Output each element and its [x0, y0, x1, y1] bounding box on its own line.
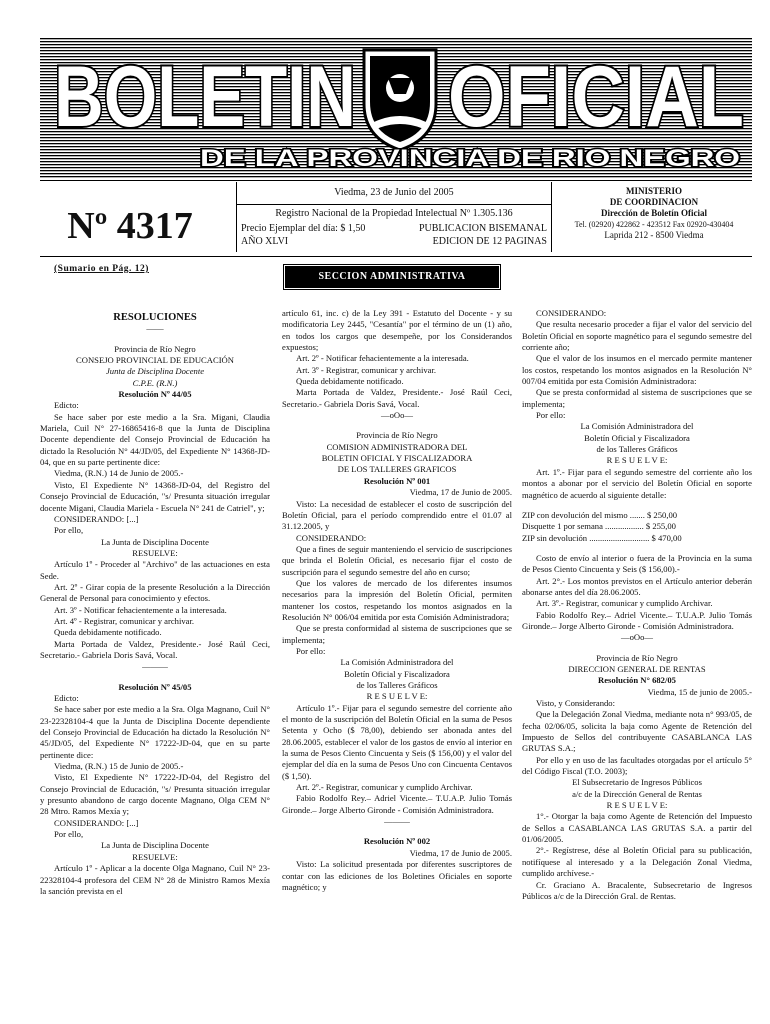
paragraph: Queda debidamente notificado. — [54, 627, 162, 638]
paragraph: RESUELVE: — [132, 547, 178, 558]
masthead-title-left: BOLETIN — [54, 49, 356, 145]
paragraph: Que resulta necesario proceder a fijar el valor del servicio del Boletín Oficial en soporte magnético para el segundo semestre del corriente año; — [522, 319, 752, 353]
paragraph: —oOo— — [381, 410, 413, 421]
paragraph: de los Talleres Gráficos — [356, 680, 438, 690]
column-3 — [522, 308, 752, 902]
price-text: Precio Ejemplar del día: $ 1,50 — [241, 223, 366, 234]
resolution-title: Resolución Nº 001 — [363, 475, 431, 486]
paragraph: Art. 2°.- Los montos previstos en el Artículo anterior deberán abonarse antes del día 28.06.2005. — [522, 575, 752, 597]
paragraph: Viedma, (R.N.) 14 de Junio de 2005.- — [54, 468, 184, 479]
resolution-title: Resolución Nº 002 — [363, 836, 431, 847]
paragraph: COMISION ADMINISTRADORA DEL — [326, 441, 468, 452]
paragraph: Artículo 1º - Aplicar a la docente Olga Magnano, Cuil N° 23-22328104-4 profesora del CEM N° 28 de Ministro Ramos Mexía la sanción prevista en el — [40, 863, 270, 896]
paragraph — [522, 644, 752, 653]
ministry-address: Laprida 212 - 8500 Viedma — [604, 230, 704, 240]
column-1 — [40, 308, 270, 897]
paragraph: Se hace saber por este medio a la Sra. Migani, Claudia Mariela, Cuil N° 27-16865416-8 que la Junta de Disciplina Docente dependiente del Consejo Provincial de Educación ha dictado la Resolución N° 44/JD/05, del Expediente N° 14368-JD-04, que en su parte pertinente dice: — [40, 411, 270, 468]
paragraph: Boletín Oficial y Fiscalizadora — [584, 432, 690, 443]
paragraph: C.P.E. (R.N.) — [132, 377, 178, 388]
paragraph: Por ello: — [296, 645, 326, 656]
paragraph: Que los valores de mercado de los diferentes insumos necesarios para la impresión del Boletín Oficial, permiten mantener los costos, respetando los montos asignados en la Resolución N° 006/04 emitida por esta Comisión Administradora; — [282, 577, 512, 622]
provincial-coat-of-arms — [364, 50, 436, 150]
paragraph: Que la Delegación Zonal Viedma, mediante nota n° 993/05, de fecha 02/06/05, solicita la baja como Agente de Retención del Impuesto de Sellos del contribuyente CASABLANCA LAS GRUTAS S.A.; — [522, 709, 752, 754]
ministry-line-2: DE COORDINACION — [609, 197, 699, 207]
paragraph: Viedma, 17 de Junio de 2005. — [409, 487, 512, 498]
ministry-direction: Dirección de Boletín Oficial — [600, 208, 708, 218]
paragraph: Art. 4º - Registrar, comunicar y archivar. — [54, 615, 195, 626]
paragraph: Marta Portada de Valdez, Presidente.- José Raúl Ceci, Secretario.- Gabriela Doris Savá, Vocal. — [282, 387, 512, 409]
paragraph: BOLETIN OFICIAL Y FISCALIZADORA — [321, 453, 473, 464]
resolution-title: Resolución Nº 44/05 — [118, 389, 192, 400]
issue-number: Nº 4317 — [67, 205, 193, 247]
paragraph: La Junta de Disciplina Docente — [101, 840, 209, 851]
paragraph: Por ello: — [536, 410, 566, 421]
paragraph: R E S U E L V E: — [606, 455, 668, 466]
edition-date: Viedma, 23 de Junio del 2005 — [334, 187, 454, 198]
paragraph: a/c de la Dirección General de Rentas — [572, 788, 702, 799]
paragraph: Art. 2º.- Registrar, comunicar y cumplido Archivar. — [296, 782, 473, 793]
paragraph: CONSIDERANDO: — [536, 308, 607, 318]
paragraph: Provincia de Río Negro — [596, 652, 678, 663]
paragraph: CONSIDERANDO: [...] — [54, 513, 139, 524]
paragraph: Art. 3º - Notificar fehacientemente a la interesada. — [54, 604, 227, 615]
paragraph: Que a fines de seguir manteniendo el servicio de suscripciones que brinda el Boletín Oficial, es necesario fijar el costo de suscripción para el segundo semestre del año en curso; — [282, 543, 512, 577]
paragraph: —oOo— — [621, 632, 653, 643]
paragraph: Queda debidamente notificado. — [296, 376, 404, 387]
paragraph: Provincia de Río Negro — [114, 343, 196, 354]
paragraph: La Junta de Disciplina Docente — [101, 536, 209, 547]
paragraph: Art. 2º - Girar copia de la presente Resolución a la Dirección General de Personal para conocimiento y efectos. — [40, 581, 270, 604]
paragraph: Disquette 1 por semana .................. $ 255,00 — [522, 521, 676, 532]
paragraph: La Comisión Administradora del — [580, 421, 694, 432]
paragraph: R E S U E L V E: — [366, 691, 428, 702]
paragraph: Que se presta conformidad al sistema de suscripciones que se implementa; — [282, 623, 512, 645]
paragraph: Edicto: — [54, 693, 79, 703]
masthead-title-right: OFICIAL — [448, 49, 744, 145]
paragraph: Visto: La necesidad de establecer el costo de suscripción del Boletín Oficial, para el período comprendido entre el 01.07 al 31.12.2005, y — [282, 498, 512, 532]
paragraph: Art. 3º.- Registrar, comunicar y cumplido Archivar. — [536, 598, 713, 609]
paragraph: ZIP sin devolución ............................ $ 470,00 — [522, 532, 682, 543]
paragraph: Por ello y en uso de las facultades otorgadas por el artículo 5° del Código Fiscal (T.O. 2003); — [522, 754, 752, 777]
paragraph: Fabio Rodolfo Rey.– Adriel Vicente.– T.U.A.P. Julio Tomás Gironde.– Jorge Alberto Gironde - Comisión Administradora. — [522, 609, 752, 631]
paragraph: Se hace saber por este medio a la Sra. Olga Magnano, Cuil N° 23-22328104-4 que la Junta de Disciplina Docente dependiente del Consejo Provincial de Educación ha dictado la Resolución N° 45/JD/05, del Expediente N° 17222-JD-04, que en su parte pertinente dice: — [40, 704, 270, 760]
paragraph: 1°.- Otorgar la baja como Agente de Retención del Impuesto de Sellos a CASABLANCA LAS GRUTAS S.A. a partir del 01/06/2005. — [522, 811, 752, 845]
paragraph — [40, 335, 270, 344]
paragraph: ——— — [384, 816, 410, 827]
paragraph: Visto: La solicitud presentada por diferentes suscriptores de contar con las ediciones de los Boletines Oficiales en soporte magnético; y — [282, 859, 512, 892]
paragraph: DE LOS TALLERES GRAFICOS — [337, 464, 457, 475]
paragraph: Visto, y Considerando: — [536, 698, 615, 708]
paragraph: Provincia de Río Negro — [356, 430, 438, 441]
paragraph: Art. 2º - Notificar fehacientemente a la interesada. — [296, 353, 469, 364]
paragraph: Que el valor de los insumos en el mercado permite mantener los costos, respetando los montos asignados en la Resolución N° 007/04 emitida por esta Comisión Administradora: — [522, 353, 752, 387]
year-text: AÑO XLVI — [241, 236, 289, 247]
paragraph: Artículo 1º - Proceder al "Archivo" de las actuaciones en esta Sede. — [40, 559, 270, 581]
paragraph: La Comisión Administradora del — [340, 657, 454, 668]
ministry-phone: Tel. (02920) 422862 - 423512 Fax 02920-430404 — [574, 220, 734, 229]
sumario-link[interactable]: (Sumario en Pág. 12) — [54, 264, 149, 274]
ministry-line-1: MINISTERIO — [625, 186, 682, 196]
paragraph: CONSEJO PROVINCIAL DE EDUCACIÓN — [76, 355, 234, 366]
edition-pages: EDICION DE 12 PAGINAS — [432, 236, 547, 247]
paragraph — [282, 827, 512, 836]
paragraph: Boletín Oficial y Fiscalizadora — [344, 668, 450, 679]
paragraph: Fabio Rodolfo Rey.– Adriel Vicente.– T.U.A.P. Julio Tomás Gironde.– Jorge Alberto Gironde - Comisión Administradora. — [282, 793, 512, 815]
paragraph: —— — [146, 323, 164, 334]
paragraph — [522, 501, 752, 510]
paragraph: Art. 1º.- Fijar para el segundo semestre del corriente año los montos a abonar por el servicio del Boletín Oficial en soporte magnético de acuerdo al siguiente detalle: — [522, 466, 752, 500]
paragraph: ——— — [142, 661, 168, 672]
paragraph: Costo de envío al interior o fuera de la Provincia en la suma de Pesos Ciento Cincuenta y Seis ($ 156,00).- — [522, 552, 752, 575]
paragraph: Visto, El Expediente N° 14368-JD-04, del Registro del Consejo Provincial de Educación, "s/ Presunta situación irregular docente Migani, Claudia Mariela - Escuela N° 241 de Catriel", y; — [40, 479, 270, 513]
paragraph: Viedma, 15 de junio de 2005.- — [647, 686, 752, 697]
paragraph: Viedma, 17 de Junio de 2005. — [409, 847, 512, 858]
publication-frequency: PUBLICACION BISEMANAL — [418, 223, 547, 234]
paragraph: 2°.- Regístrese, dése al Boletín Oficial para su publicación, notifíquese al interesado y a la Delegación Zonal Viedma, cumplido archívese.- — [522, 845, 752, 879]
section-title: SECCION ADMINISTRATIVA — [285, 266, 499, 288]
section-heading: RESOLUCIONES — [113, 312, 197, 323]
paragraph: CONSIDERANDO: — [296, 532, 367, 543]
column-2 — [282, 308, 512, 893]
paragraph — [282, 421, 512, 430]
ministry-info — [556, 182, 752, 252]
resolution-title: Resolución Nº 45/05 — [118, 681, 192, 692]
registro-text: Registro Nacional de la Propiedad Intelectual Nº 1.305.136 — [275, 208, 513, 219]
paragraph: artículo 61, inc. c) de la Ley 391 - Estatuto del Docente - y su modificatoria Ley 2445, "Cesantía" por el término de un (1) año, en todos los cargos que desempeñe, por los Considerandos expuestos; — [282, 308, 512, 353]
masthead-banner — [40, 38, 752, 178]
masthead-subtitle: DE LA PROVINCIA DE RIO NEGRO — [200, 145, 740, 172]
paragraph: de los Talleres Gráficos — [596, 444, 678, 455]
paragraph: Art. 3º - Registrar, comunicar y archivar. — [296, 364, 437, 375]
paragraph: Por ello, — [54, 525, 84, 536]
paragraph — [40, 673, 270, 682]
paragraph: Edicto: — [54, 400, 79, 411]
paragraph: RESUELVE: — [132, 851, 178, 862]
paragraph: R E S U E L V E: — [606, 800, 668, 811]
paragraph: Visto, El Expediente N° 17222-JD-04, del Registro del Consejo Provincial de Educación, "s/ Presunta situación irregular y presunto abandono de cargo docente Magnano, Olga CEM N° 28 Mtro. Ramos Mexía y; — [40, 772, 270, 817]
paragraph: DIRECCION GENERAL DE RENTAS — [568, 663, 706, 674]
paragraph: El Subsecretario de Ingresos Públicos — [572, 777, 702, 788]
paragraph: Cr. Graciano A. Bracalente, Subsecretario de Ingresos Públicos a/c de la Dirección Gral. de Rentas. — [522, 879, 752, 901]
paragraph: CONSIDERANDO: [...] — [54, 817, 139, 828]
paragraph — [522, 544, 752, 553]
paragraph: Que se presta conformidad al sistema de suscripciones que se implementa; — [522, 387, 752, 409]
paragraph: Viedma, (R.N.) 15 de Junio de 2005.- — [54, 761, 184, 772]
paragraph: Junta de Disciplina Docente — [105, 366, 205, 377]
paragraph: Artículo 1º.- Fijar para el segundo semestre del corriente año el monto de la suscripción del Boletín Oficial en la suma de Pesos Setenta y Ocho ($ 78,00), debiendo ser abonada antes del 28.06.2005, establecer el valor de los gastos de envío al interior en la suma de Pesos Ciento Cincuenta y Seis ($ 156,00) y el valor del ejemplar del día en la suma de Pesos Uno con Cincuenta Centavos ($ 1,50). — [282, 702, 512, 781]
paragraph: Por ello, — [54, 829, 84, 840]
resolution-title: Resolución N° 682/05 — [598, 675, 676, 686]
paragraph: Marta Portada de Valdez, Presidente.- José Raúl Ceci, Secretario.- Gabriela Doris Savá, Vocal. — [40, 638, 270, 660]
paragraph: ZIP con devolución del mismo ....... $ 250,00 — [522, 509, 678, 520]
header-info-box — [236, 182, 552, 252]
